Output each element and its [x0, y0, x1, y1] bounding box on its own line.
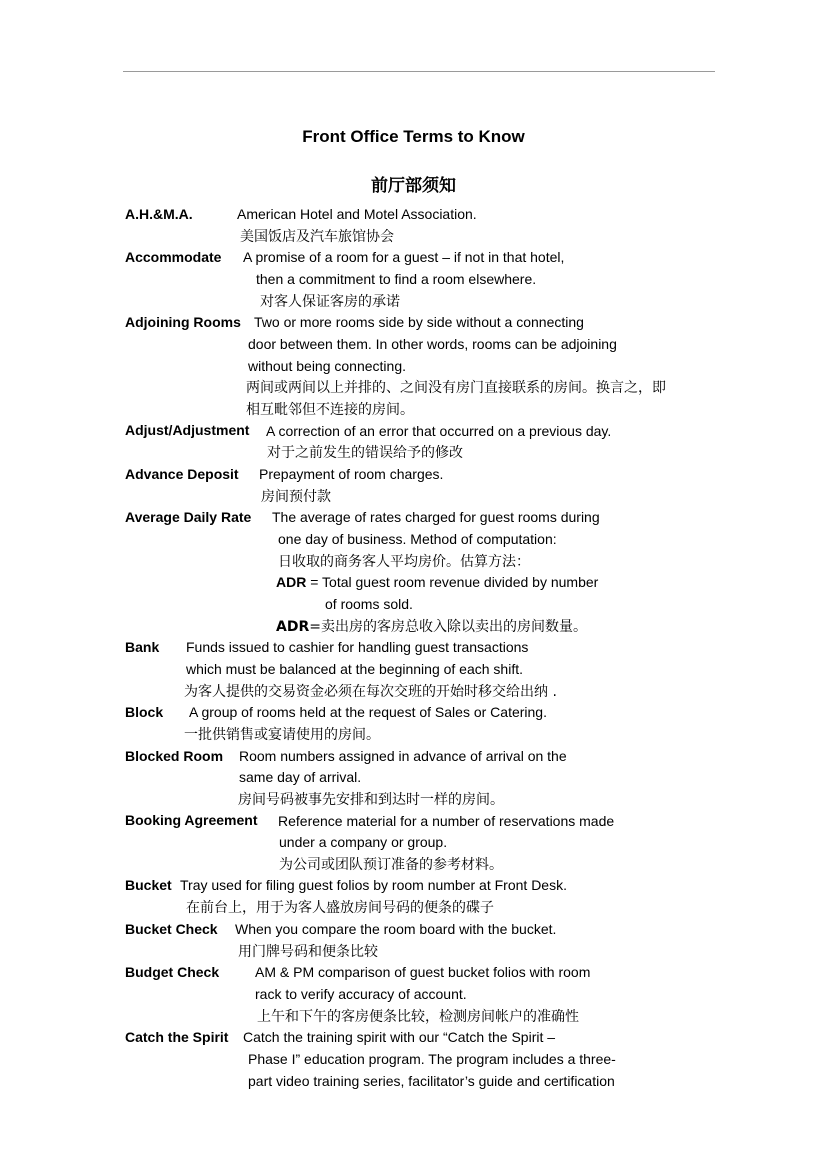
term-advance-deposit: Advance Deposit: [125, 466, 239, 482]
definition-line: Tray used for filing guest folios by room number at Front Desk.: [180, 877, 567, 893]
definition-line-zh: 房间号码被事先安排和到达时一样的房间。: [238, 792, 504, 808]
definition-line-zh: 上午和下午的客房便条比较，检测房间帐户的准确性: [257, 1009, 579, 1025]
definition-line: which must be balanced at the beginning of each shift.: [186, 661, 523, 677]
term-adjoining-rooms: Adjoining Rooms: [125, 314, 241, 330]
term-block: Block: [125, 704, 164, 720]
term-accommodate: Accommodate: [125, 249, 222, 265]
definition-line-zh: 在前台上，用于为客人盛放房间号码的便条的碟子: [186, 900, 494, 916]
definition-line-zh: 相互毗邻但不连接的房间。: [246, 402, 414, 418]
term-blocked-room: Blocked Room: [125, 748, 224, 764]
page-subtitle: 前厅部须知: [371, 176, 456, 196]
header-rule: [123, 71, 715, 72]
definition-line: Two or more rooms side by side without a connecting: [254, 314, 584, 330]
definition-line-zh: 日收取的商务客人平均房价。估算方法：: [278, 554, 530, 570]
definition-line: When you compare the room board with the bucket.: [235, 921, 557, 937]
definition-line-zh: 对客人保证客房的承诺: [260, 294, 400, 310]
formula-line-zh: [276, 616, 587, 636]
definition-line: A promise of a room for a guest – if not in that hotel,: [243, 249, 565, 265]
definition-line: Catch the training spirit with our “Catch the Spirit –: [243, 1029, 556, 1045]
definition-line: A correction of an error that occurred on a previous day.: [266, 423, 612, 439]
definition-line: Reference material for a number of reservations made: [278, 813, 615, 829]
definition-line-zh: 对于之前发生的错误给予的修改: [267, 445, 463, 461]
definition-line: without being connecting.: [248, 358, 406, 374]
definition-line: rack to verify accuracy of account.: [255, 986, 467, 1002]
term-catch-the-spirit: Catch the Spirit: [125, 1029, 229, 1045]
adr-label: ADR: [276, 619, 310, 635]
term-average-daily-rate: Average Daily Rate: [125, 509, 252, 525]
term-bank: Bank: [125, 639, 160, 655]
definition-line-zh: 为客人提供的交易资金必须在每次交班的开始时移交给出纳 .: [184, 684, 557, 700]
definition-line: one day of business. Method of computation:: [278, 531, 557, 547]
definition-line: then a commitment to find a room elsewhere.: [256, 271, 537, 287]
formula-line: [276, 574, 598, 590]
definition-line-zh: 为公司或团队预订准备的参考材料。: [279, 857, 503, 873]
definition-line: same day of arrival.: [239, 769, 362, 785]
definition-line-zh: 美国饭店及汽车旅馆协会: [240, 229, 394, 245]
term-bucket: Bucket: [125, 877, 172, 893]
term-booking-agreement: Booking Agreement: [125, 812, 258, 828]
definition-line: American Hotel and Motel Association.: [237, 206, 477, 222]
definition-line: AM & PM comparison of guest bucket folios with room: [255, 964, 591, 980]
definition-line: The average of rates charged for guest rooms during: [272, 509, 600, 525]
definition-line-zh: 房间预付款: [261, 489, 331, 505]
definition-line: Phase I” education program. The program includes a three-: [248, 1051, 616, 1067]
formula-text-zh: =卖出房的客房总收入除以卖出的房间数量。: [309, 619, 587, 635]
definition-line: under a company or group.: [279, 834, 448, 850]
formula-text: = Total guest room revenue divided by number: [306, 574, 599, 590]
term-bucket-check: Bucket Check: [125, 921, 218, 937]
definition-line-zh: 用门牌号码和便条比较: [238, 944, 378, 960]
term-adjust-adjustment: Adjust/Adjustment: [125, 422, 250, 438]
adr-label: ADR: [276, 574, 307, 590]
term-ahma: A.H.&M.A.: [125, 206, 193, 222]
definition-line: door between them. In other words, rooms can be adjoining: [248, 336, 617, 352]
page-title: Front Office Terms to Know: [302, 127, 525, 146]
definition-line: A group of rooms held at the request of Sales or Catering.: [189, 704, 547, 720]
definition-line: Funds issued to cashier for handling guest transactions: [186, 639, 529, 655]
definition-line-zh: 两间或两间以上并排的、之间没有房门直接联系的房间。换言之，即: [246, 380, 666, 396]
formula-line: of rooms sold.: [325, 596, 413, 612]
definition-line: Room numbers assigned in advance of arrival on the: [239, 748, 567, 764]
definition-line: Prepayment of room charges.: [259, 466, 444, 482]
term-budget-check: Budget Check: [125, 964, 220, 980]
definition-line-zh: 一批供销售或宴请使用的房间。: [184, 727, 380, 743]
definition-line: part video training series, facilitator’s guide and certification: [248, 1073, 615, 1089]
